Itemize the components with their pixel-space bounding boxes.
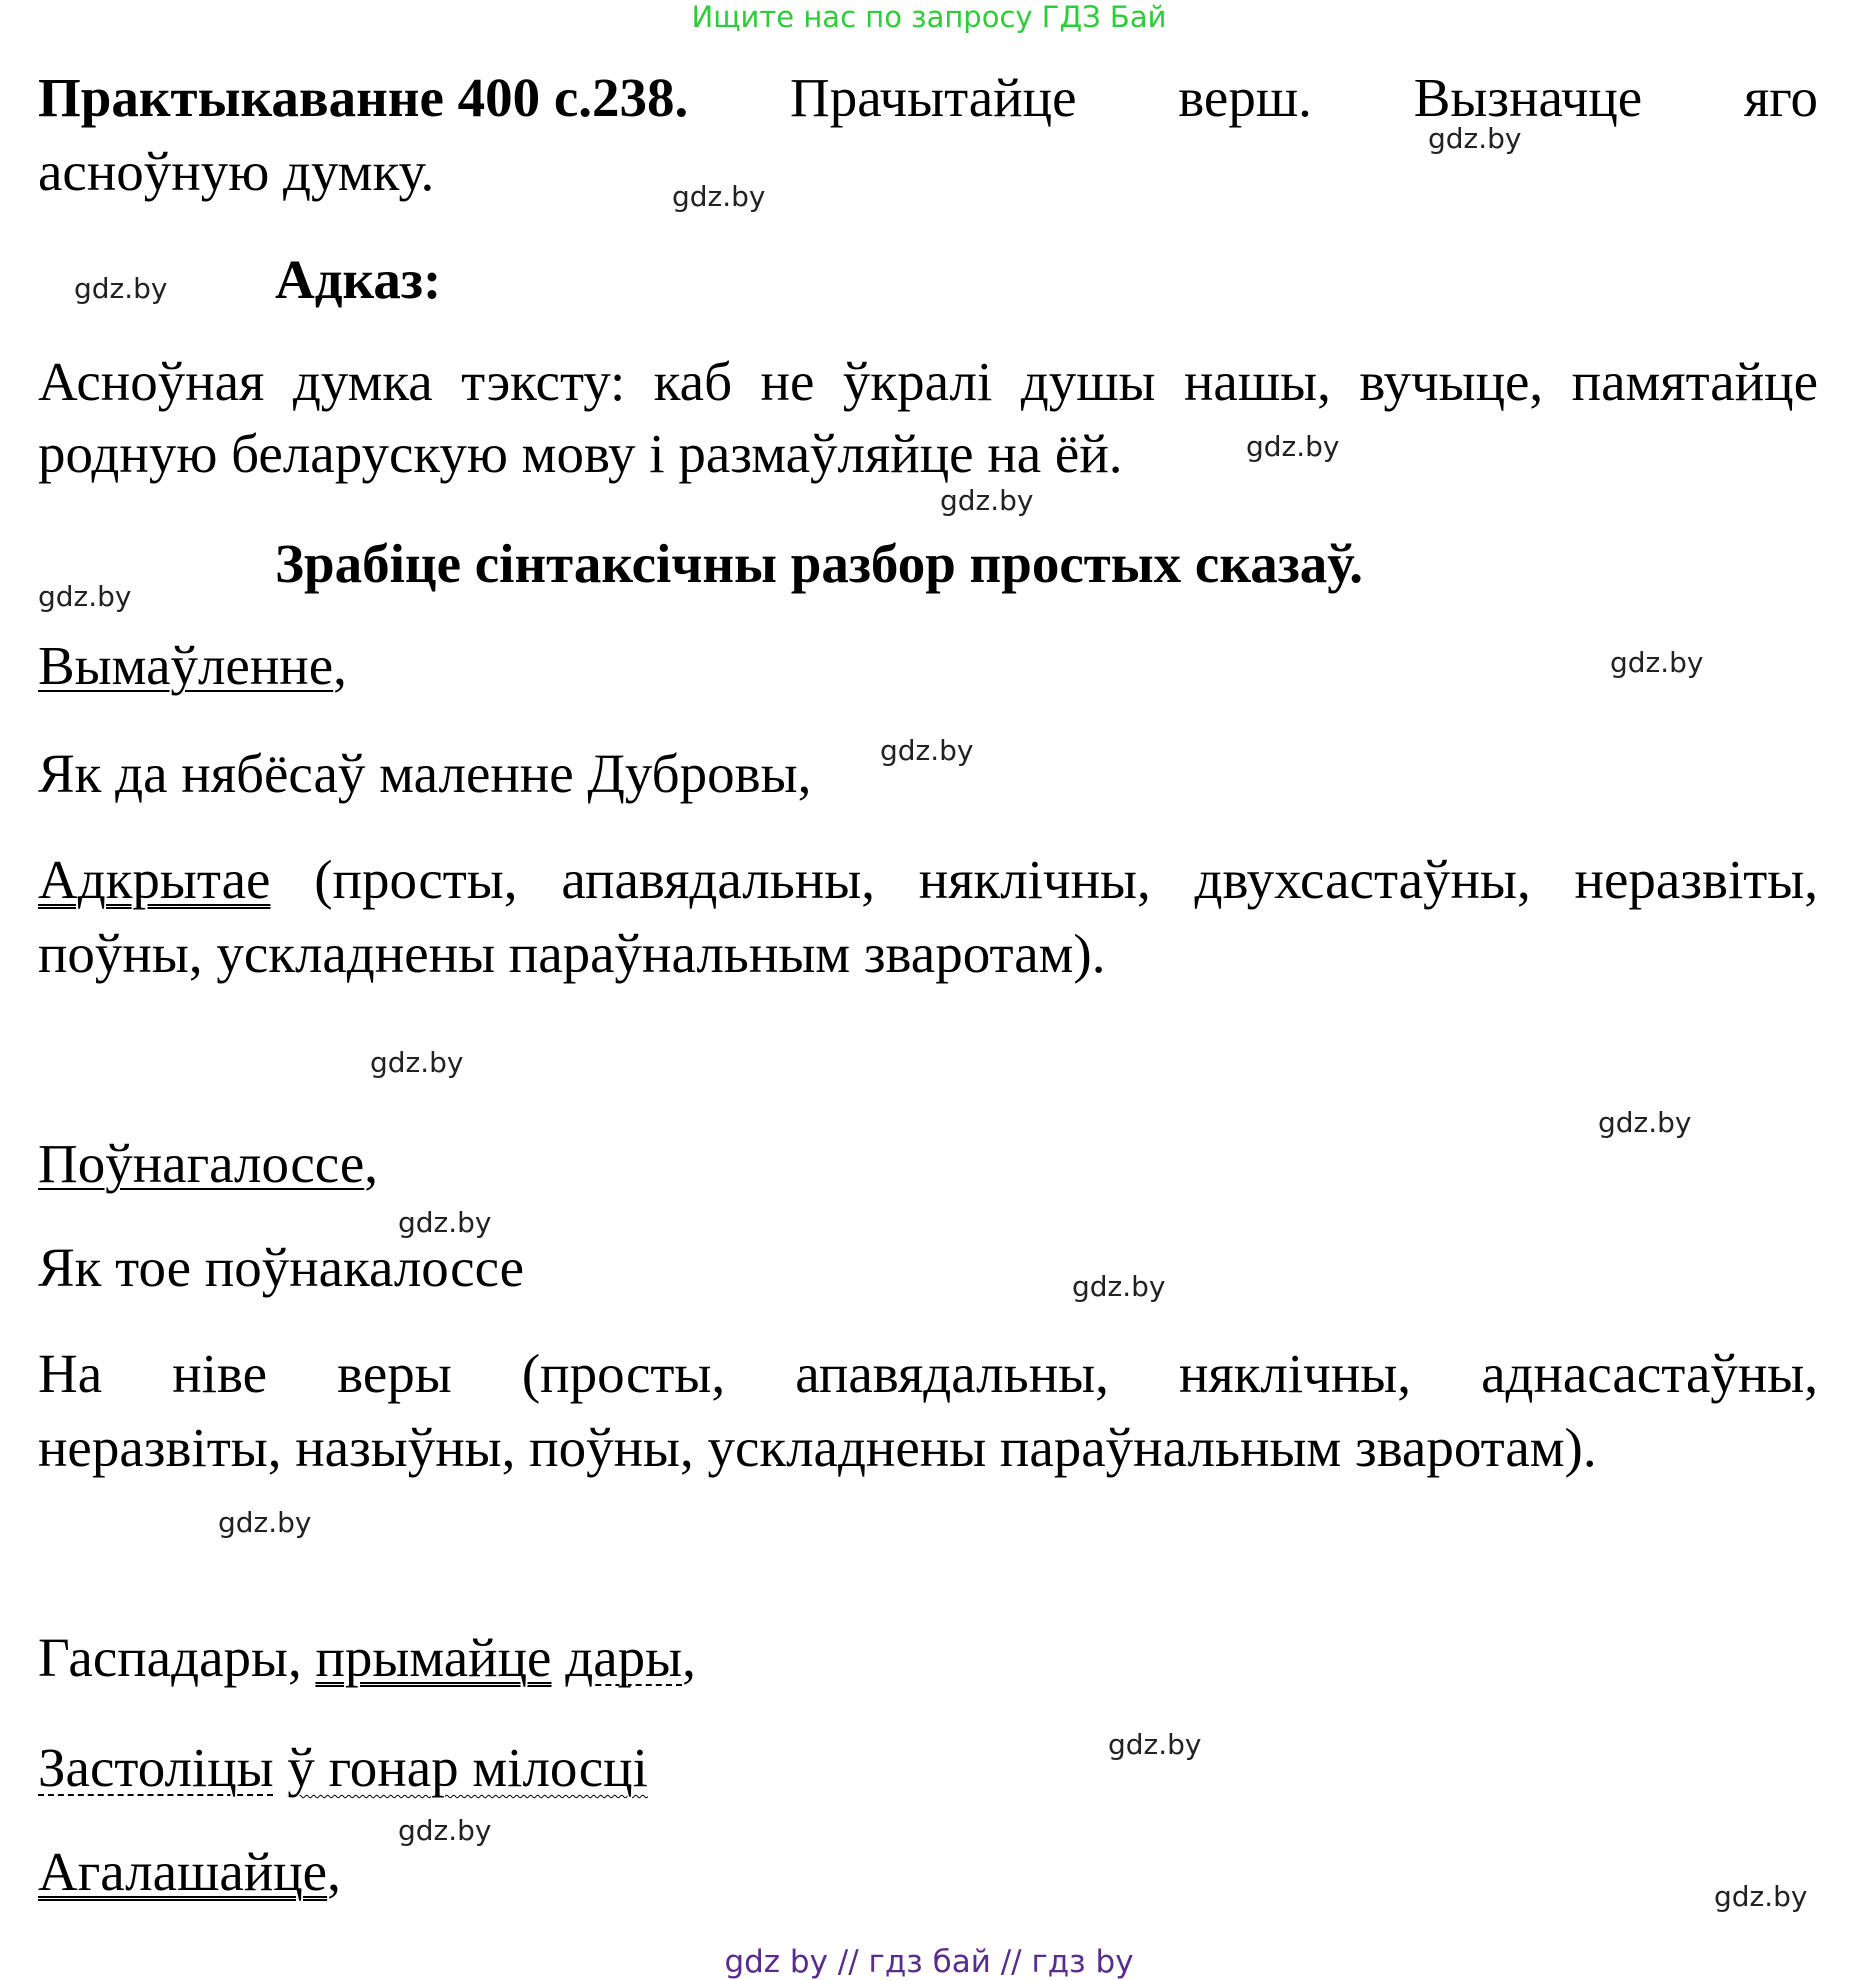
watermark: gdz.by	[1598, 1106, 1692, 1139]
watermark: gdz.by	[398, 1206, 492, 1239]
watermark: gdz.by	[1246, 430, 1340, 463]
analysis-text: (просты, апавядальны, няклічны, двухсастаўны, неразвіты,	[270, 849, 1818, 910]
attribute-phrase: ў гонар мілосці	[287, 1737, 648, 1798]
punctuation: ,	[682, 1627, 696, 1688]
watermark: gdz.by	[940, 484, 1034, 517]
s3-line-2	[38, 1732, 1818, 1804]
main-idea-line-1: Асноўная думка тэксту: каб не ўкралі душы нашы, вучыце, памятайце	[38, 351, 1818, 412]
s3-line-1	[38, 1622, 1818, 1694]
watermark: gdz.by	[1108, 1728, 1202, 1761]
task-word: Прачытайце	[790, 67, 1077, 128]
footer-links[interactable]: gdz by // гдз бай // гдз by	[724, 1944, 1134, 1980]
watermark: gdz.by	[74, 272, 168, 305]
s2-line-2: Як тое поўнакалоссе	[38, 1237, 525, 1298]
watermark: gdz.by	[1610, 646, 1704, 679]
subject-word: Вымаўленне	[38, 635, 334, 696]
s3-line-3	[38, 1836, 1818, 1908]
punctuation: ,	[333, 635, 347, 696]
watermark: gdz.by	[672, 180, 766, 213]
s1-line-3	[38, 844, 1818, 916]
punctuation: ,	[364, 1133, 378, 1194]
task-line-1	[38, 62, 1818, 134]
space	[551, 1627, 565, 1688]
task-word: верш.	[1178, 67, 1312, 128]
watermark: gdz.by	[1714, 1880, 1808, 1913]
task-line-2: асноўную думку.	[38, 141, 435, 202]
task-word: Вызначце	[1413, 67, 1643, 128]
punctuation: ,	[327, 1841, 341, 1902]
object-word: дары	[565, 1627, 683, 1688]
s1-line-1	[38, 630, 1818, 702]
s1-line-2: Як да нябёсаў маленне Дубровы,	[38, 743, 812, 804]
space	[274, 1737, 288, 1798]
watermark: gdz.by	[880, 734, 974, 767]
s2-line-4: неразвіты, назыўны, поўны, ускладнены параўнальным зваротам).	[38, 1417, 1597, 1478]
task-word: яго	[1743, 67, 1818, 128]
s2-line-3: На ніве веры (просты, апавядальны, няклічны, аднасастаўны,	[38, 1343, 1818, 1404]
watermark: gdz.by	[370, 1046, 464, 1079]
main-idea-line-2: родную беларускую мову і размаўляйце на ёй.	[38, 423, 1123, 484]
predicate-word: Агалашайце	[38, 1841, 328, 1902]
address-word: Гаспадары,	[38, 1627, 316, 1688]
object-word: Застоліцы	[38, 1737, 274, 1798]
predicate-word: Адкрытае	[38, 849, 271, 910]
s2-line-1	[38, 1128, 1818, 1200]
syntax-heading: Зрабіце сінтаксічны разбор простых сказаў.	[275, 533, 1364, 594]
predicate-word: прымайце	[315, 1627, 552, 1688]
watermark: gdz.by	[218, 1506, 312, 1539]
s1-line-4: поўны, ускладнены параўнальным зваротам).	[38, 923, 1106, 984]
answer-heading: Адказ:	[275, 249, 442, 310]
search-banner: Ищите нас по запросу ГДЗ Бай	[691, 0, 1167, 34]
subject-word: Поўнагалоссе	[38, 1133, 365, 1194]
watermark: gdz.by	[1428, 122, 1522, 155]
watermark: gdz.by	[38, 580, 132, 613]
task-label: Практыкаванне 400 с.238.	[38, 67, 689, 128]
watermark: gdz.by	[398, 1814, 492, 1847]
watermark: gdz.by	[1072, 1270, 1166, 1303]
